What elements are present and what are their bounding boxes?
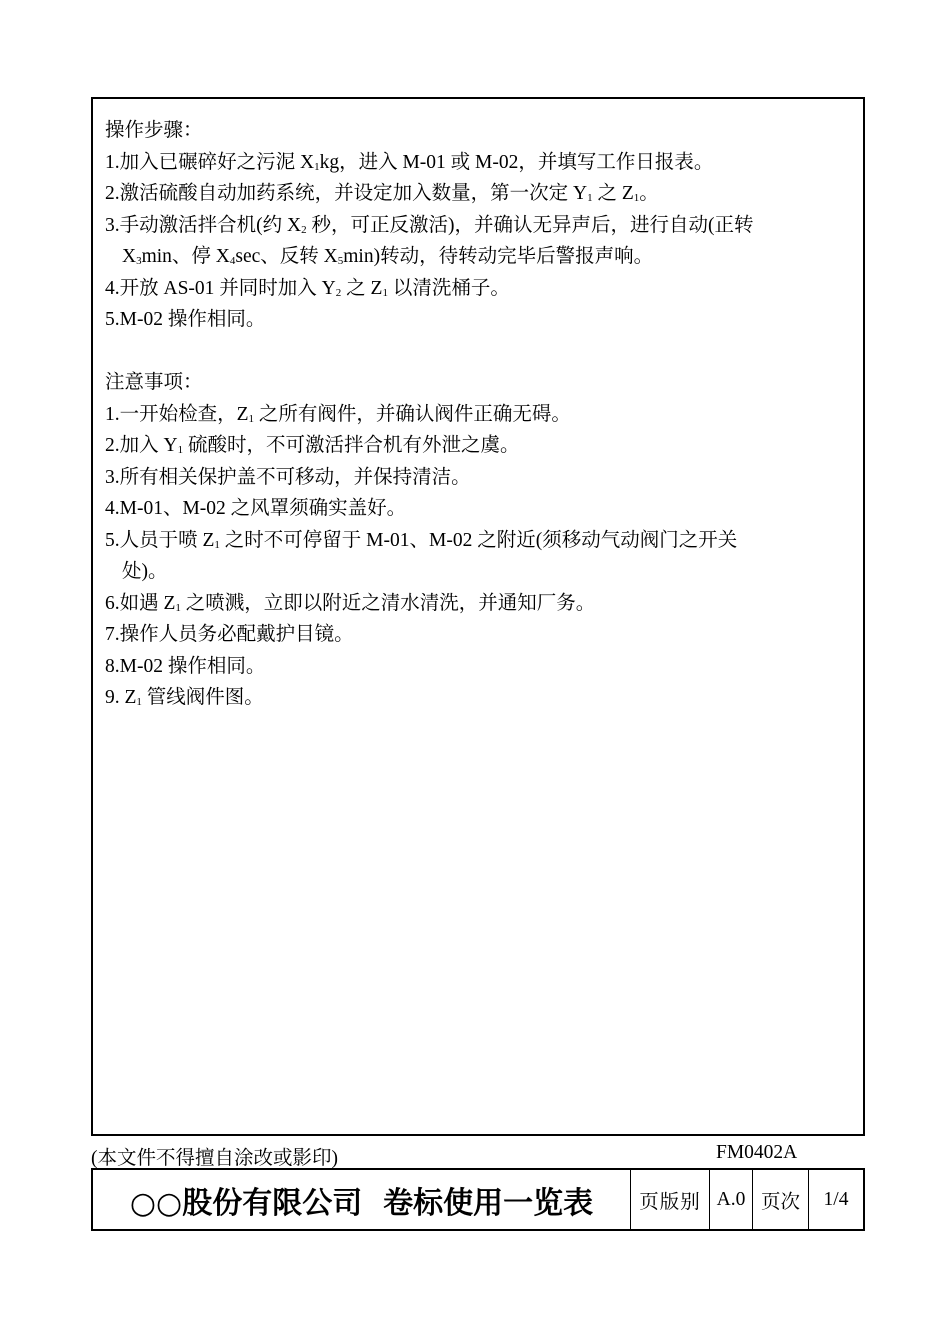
procedure-step: 1.加入已碾碎好之污泥 $X_1kg$，进入 M-01 或 M-02，并填写工作日报表。 [105, 151, 714, 173]
note-item: 2.加入 $Y_1$ 硫酸时，不可激活拌合机有外泄之虞。 [105, 435, 520, 456]
procedure-step: 2.激活硫酸自动加药系统，并设定加入数量，第一次定 $Y_1$ 之 $Z_1$。 [105, 183, 659, 204]
form-code: FM0402A [716, 1142, 798, 1163]
note-item: 5.人员于喷 $Z_1$ 之时不可停留于 M-01、M-02 之附近(须移动气动阀门之开关 [105, 529, 738, 551]
procedure-step: 4.开放 AS-01 并同时加入 $Y_2$ 之 $Z_1$ 以清洗桶子。 [105, 277, 510, 299]
version-value: A.0 [710, 1170, 753, 1229]
document-title: ○○股份有限公司 卷标使用一览表 [93, 1170, 631, 1229]
page-label: 页次 [753, 1170, 809, 1229]
procedure-step: 3.手动激活拌合机(约 $X_2$ 秒，可正反激活)，并确认无异声后，进行自动(正转 [105, 214, 754, 236]
spacer [105, 336, 853, 368]
note-item: 9. $Z_1$ 管线阀件图。 [105, 687, 264, 708]
note-item: 7.操作人员务必配戴护目镜。 [105, 624, 354, 645]
document-body [105, 115, 853, 714]
note-item: 6.如遇 $Z_1$ 之喷溅，立即以附近之清水清洗，并通知厂务。 [105, 592, 596, 614]
note-item: 4.M-01、M-02 之风罩须确实盖好。 [105, 498, 407, 519]
note-item: 1.一开始检查，$Z_1$ 之所有阀件，并确认阀件正确无碍。 [105, 403, 571, 425]
procedure-step-continuation: $X_3\min$、停 $X_4\sec$、反转 $X_5\min$)转动，待转动完毕后警报声响。 [122, 246, 654, 267]
copy-notice: (本文件不得擅自涂改或影印) [91, 1148, 338, 1169]
version-label: 页版别 [631, 1170, 710, 1229]
procedure-heading: 操作步骤： [105, 120, 203, 141]
note-item: 3.所有相关保护盖不可移动，并保持清洁。 [105, 466, 471, 488]
page-number: 1/4 [823, 1188, 849, 1210]
document-frame [91, 97, 865, 1136]
note-item: 8.M-02 操作相同。 [105, 655, 266, 677]
note-item-continuation: 处)。 [122, 561, 168, 582]
notes-heading: 注意事项： [105, 372, 203, 393]
procedure-step: 5.M-02 操作相同。 [105, 309, 266, 330]
title-bar [91, 1168, 865, 1231]
